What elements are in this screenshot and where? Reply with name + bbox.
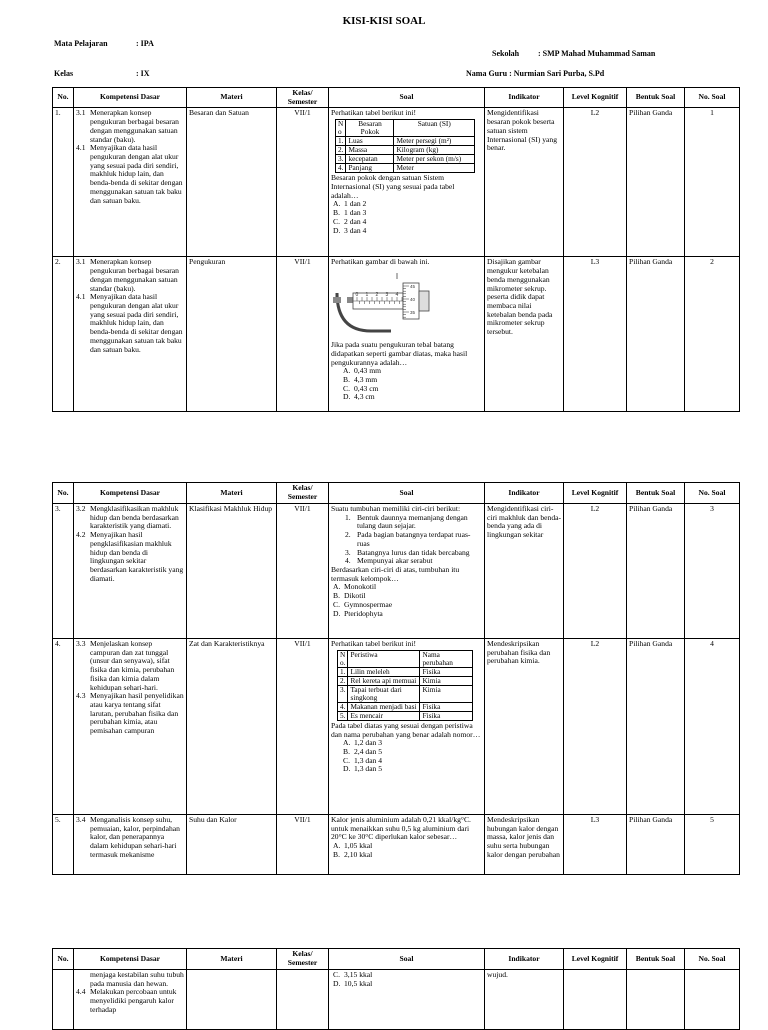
kelas-cell: VII/1 <box>277 504 329 639</box>
kd-item <box>76 109 184 144</box>
inner-cell: Rel kereta api memuai <box>348 676 420 685</box>
header-kelas: Kelas/ Semester <box>277 483 329 504</box>
kd-item <box>76 293 184 354</box>
kd-text: Menerapkan konsep pengukuran berbagai besaran dengan menggunakan satuan standar (baku). <box>90 108 179 144</box>
level-cell: L2 <box>564 639 627 815</box>
inner-cell: 2. <box>336 146 346 155</box>
page-title: KISI-KISI SOAL <box>342 15 426 27</box>
table-row <box>53 504 740 639</box>
level-cell: L2 <box>564 108 627 257</box>
sekolah-value: : SMP Mahad Muhammad Saman <box>538 49 656 58</box>
soal-question: Jika pada suatu pengukuran tebal batang didapatkan seperti gambar diatas, maka hasil pengukurannya adalah… <box>331 340 468 367</box>
trait-item: 2. Pada bagian batangnya terdapat ruas-ruas <box>345 530 471 548</box>
kisi-table-1 <box>52 87 740 412</box>
header-level: Level Kognitif <box>564 949 627 970</box>
header-row <box>53 88 740 108</box>
indikator-cell: Mengidentifikasi ciri-ciri makhluk dan benda-benda yang ada di lingkungan sekitar <box>485 504 564 639</box>
header-nosoal: No. Soal <box>685 88 740 108</box>
option-b: B. 4,3 mm <box>343 375 378 385</box>
header-indikator: Indikator <box>485 88 564 108</box>
inner-cell: Fisika <box>420 702 473 711</box>
kd-cell <box>74 639 187 815</box>
kd-cell <box>74 257 187 412</box>
soal-intro: Suatu tumbuhan memiliki ciri-ciri berikut: <box>331 504 461 513</box>
soal-cell <box>329 504 485 639</box>
inner-row <box>338 676 473 685</box>
table-row <box>53 815 740 875</box>
inner-row <box>338 711 473 720</box>
option-c: C. 0,43 cm <box>343 383 379 393</box>
header-kelas: Kelas/ Semester <box>277 88 329 108</box>
soal-intro: Perhatikan tabel berikut ini! <box>331 639 416 648</box>
option-list <box>331 739 482 774</box>
sleeve-label: 0 <box>355 292 359 299</box>
header-nosoal: No. Soal <box>685 949 740 970</box>
bentuk-cell: Pilihan Ganda <box>627 504 685 639</box>
bentuk-cell <box>627 970 685 1030</box>
row-no: 1. <box>53 108 74 257</box>
inner-cell: Meter <box>394 164 475 173</box>
header-level: Level Kognitif <box>564 483 627 504</box>
inner-cell: 1. <box>338 667 348 676</box>
inner-cell: N o. <box>338 650 348 667</box>
table-row <box>53 108 740 257</box>
bentuk-cell: Pilihan Ganda <box>627 639 685 815</box>
header-level: Level Kognitif <box>564 88 627 108</box>
nosoal-cell: 3 <box>685 504 740 639</box>
inner-cell: Kilogram (kg) <box>394 146 475 155</box>
header-soal: Soal <box>329 949 485 970</box>
kd-item <box>76 531 184 583</box>
option-a: A. 0,43 mm <box>343 366 382 376</box>
inner-cell: Lilin meleleh <box>348 667 420 676</box>
kisi-table-3 <box>52 948 740 1030</box>
header-row <box>53 483 740 504</box>
inner-cell: Kimia <box>420 685 473 702</box>
table-row <box>53 257 740 412</box>
kisi-table-2 <box>52 482 740 875</box>
soal-intro: Perhatikan tabel berikut ini! <box>331 108 416 118</box>
kd-item <box>76 692 184 736</box>
mapel-value: : IPA <box>136 39 154 48</box>
option-b: B. 2,10 kkal <box>333 849 373 859</box>
level-cell: L3 <box>564 815 627 875</box>
kd-number: 3.2 <box>76 504 86 513</box>
kd-text: Menyajikan hasil pengklasifikasian makhluk hidup dan benda di lingkungan sekitar berdasarkan karakteristik yang diamati. <box>90 530 184 583</box>
materi-cell: Besaran dan Satuan <box>187 108 277 257</box>
inner-cell: Besaran Pokok <box>346 120 394 137</box>
option-list <box>331 200 482 235</box>
kd-number: 4.1 <box>76 292 86 302</box>
kd-number: 3.1 <box>76 108 86 118</box>
kd-item <box>76 258 184 293</box>
header-kd: Kompetensi Dasar <box>74 483 187 504</box>
header-nosoal: No. Soal <box>685 483 740 504</box>
kd-cell <box>74 815 187 875</box>
sleeve-label: 2 <box>375 292 379 299</box>
bentuk-cell: Pilihan Ganda <box>627 815 685 875</box>
kd-item <box>76 144 184 205</box>
kd-item <box>76 988 184 1014</box>
materi-cell: Klasifikasi Makhluk Hidup <box>187 504 277 639</box>
table-row <box>53 639 740 815</box>
kd-cell <box>74 108 187 257</box>
thimble-labels <box>410 284 416 315</box>
micrometer-illustration <box>331 269 441 339</box>
materi-cell: Zat dan Karakteristiknya <box>187 639 277 815</box>
inner-cell: Satuan (SI) <box>394 120 475 137</box>
micrometer-anvil <box>333 297 341 303</box>
option-c: C. 1,3 dan 4 <box>343 755 383 765</box>
header-kd: Kompetensi Dasar <box>74 949 187 970</box>
row-no: 5. <box>53 815 74 875</box>
materi-cell <box>187 970 277 1030</box>
header-soal: Soal <box>329 88 485 108</box>
option-d: D. Pteridophyta <box>333 608 383 618</box>
header-bentuk: Bentuk Soal <box>627 949 685 970</box>
indikator-cell: Mengidentifikasi besaran pokok beserta satuan sistem Internasional (SI) yang benar. <box>485 108 564 257</box>
kd-item <box>76 640 184 692</box>
sleeve-label: 1 <box>365 292 369 299</box>
soal-cell <box>329 815 485 875</box>
nosoal-cell <box>685 970 740 1030</box>
kelas-value: : IX <box>136 69 150 78</box>
kd-text: Menjelaskan konsep campuran dan zat tunggal (unsur dan senyawa), sifat fisika dan kimia, perubahan fisika dan kimia dalam kehidupan sehari-hari. <box>90 639 175 692</box>
indikator-cell: wujud. <box>485 970 564 1030</box>
sleeve-label: 3 <box>385 292 389 299</box>
header-materi: Materi <box>187 949 277 970</box>
inner-cell: Kimia <box>420 676 473 685</box>
inner-cell: Panjang <box>346 164 394 173</box>
kd-number: 4.3 <box>76 691 86 701</box>
soal-intro: Perhatikan gambar di bawah ini. <box>331 257 430 267</box>
nosoal-cell: 4 <box>685 639 740 815</box>
inner-cell: 2. <box>338 676 348 685</box>
option-d: D. 1,3 dan 5 <box>343 764 383 774</box>
micrometer-ratchet <box>419 291 429 311</box>
table-row <box>53 970 740 1030</box>
option-c: C. 2 dan 4 <box>333 216 367 226</box>
kd-text: Mengklasifikasikan makhluk hidup dan benda berdasarkan karakteristik yang diamati. <box>90 504 179 531</box>
soal-cell <box>329 257 485 412</box>
soal-question: Berdasarkan ciri-ciri di atas, tumbuhan itu termasuk kelompok… <box>331 565 460 583</box>
header-soal: Soal <box>329 483 485 504</box>
header-no: No. <box>53 88 74 108</box>
kd-cell <box>74 970 187 1030</box>
soal-cell <box>329 639 485 815</box>
trait-item: 4. Mempunyai akar serabut <box>345 556 433 566</box>
kd-continuation: menjaga kestabilan suhu tubuh pada manusia dan hewan. <box>90 970 184 988</box>
indikator-cell: Mendeskripsikan perubahan fisika dan perubahan kimia. <box>485 639 564 815</box>
kelas-cell <box>277 970 329 1030</box>
inner-cell: kecepatan <box>346 155 394 164</box>
thimble-label: 40 <box>410 297 416 303</box>
header-bentuk: Bentuk Soal <box>627 483 685 504</box>
inner-cell: 5. <box>338 711 348 720</box>
kd-text: Menganalisis konsep suhu, pemuaian, kalor, perpindahan kalor, dan penerapannya dalam kehidupan sehari-hari termasuk mekanisme <box>90 815 180 859</box>
thimble-label: 35 <box>410 310 416 316</box>
kd-text: Menyajikan data hasil pengukuran dengan alat ukur yang sesuai pada diri sendiri, makhluk hidup lain, dan benda-benda di sekitar dengan menggunakan satuan tak baku dan satuan baku. <box>90 292 183 354</box>
inner-cell: Fisika <box>420 667 473 676</box>
trait-item: 1. Bentuk daunnya memanjang dengan tulang daun sejajar. <box>345 512 468 531</box>
inner-row <box>336 164 475 173</box>
nosoal-cell: 2 <box>685 257 740 412</box>
header-no: No. <box>53 949 74 970</box>
nosoal-cell: 1 <box>685 108 740 257</box>
inner-cell: Tapai terbuat dari singkong <box>348 685 420 702</box>
header-bentuk: Bentuk Soal <box>627 88 685 108</box>
peristiwa-table <box>337 650 473 721</box>
option-b: B. 2,4 dan 5 <box>343 747 383 756</box>
option-a: A. 1,05 kkal <box>333 841 373 851</box>
kd-item <box>76 505 184 531</box>
level-cell: L3 <box>564 257 627 412</box>
option-c: C. 3,15 kkal <box>333 970 373 979</box>
inner-cell: Peristiwa <box>348 650 420 667</box>
micrometer-spindle <box>347 297 353 303</box>
trait-item: 3. Batangnya lurus dan tidak bercabang <box>345 547 470 557</box>
kd-cell <box>74 504 187 639</box>
header-indikator: Indikator <box>485 949 564 970</box>
kd-number: 4.1 <box>76 143 86 153</box>
trait-list <box>331 514 482 566</box>
kelas-cell: VII/1 <box>277 257 329 412</box>
option-list <box>331 842 482 859</box>
header-indikator: Indikator <box>485 483 564 504</box>
level-cell: L2 <box>564 504 627 639</box>
inner-cell: Es mencair <box>348 711 420 720</box>
option-list <box>331 971 482 988</box>
inner-cell: Massa <box>346 146 394 155</box>
inner-cell: Meter persegi (m²) <box>394 137 475 146</box>
option-c: C. Gymnospermae <box>333 599 393 609</box>
kd-number: 4.2 <box>76 530 86 540</box>
kd-number: 3.3 <box>76 639 86 648</box>
row-no: 4. <box>53 639 74 815</box>
sleeve-label: 4 <box>395 292 399 299</box>
indikator-cell: Disajikan gambar mengukur ketebalan benda menggunakan mikrometer sekrup. peserta didik dapat membaca nilai ketebalan benda pada mikrometer sekrup tersebut. <box>485 257 564 412</box>
materi-cell: Pengukuran <box>187 257 277 412</box>
inner-cell: 4. <box>336 164 346 173</box>
option-b: B. Dikotil <box>333 591 366 601</box>
soal-cell <box>329 108 485 257</box>
option-a: A. 1,2 dan 3 <box>343 738 383 748</box>
header-kd: Kompetensi Dasar <box>74 88 187 108</box>
level-cell <box>564 970 627 1030</box>
kd-number: 3.4 <box>76 815 86 824</box>
mapel-label: Mata Pelajaran <box>54 39 108 48</box>
kd-number: 3.1 <box>76 257 86 267</box>
option-d: D. 10,5 kkal <box>333 978 373 988</box>
kd-number: 4.4 <box>76 987 86 997</box>
inner-row <box>338 702 473 711</box>
inner-cell: 3. <box>336 155 346 164</box>
inner-cell: 3. <box>338 685 348 702</box>
option-a: A. Monokotil <box>333 582 377 592</box>
thimble-label: 45 <box>410 284 416 290</box>
besaran-table <box>335 119 475 173</box>
inner-row <box>336 120 475 137</box>
header-materi: Materi <box>187 88 277 108</box>
header-row <box>53 949 740 970</box>
materi-cell: Suhu dan Kalor <box>187 815 277 875</box>
option-a: A. 1 dan 2 <box>333 199 367 209</box>
soal-question: Besaran pokok dengan satuan Sistem Internasional (SI) yang sesuai pada tabel adalah… <box>331 173 455 200</box>
soal-question: Kalor jenis aluminium adalah 0,21 kkal/kg°C. untuk menaikkan suhu 0,5 kg aluminium dari 20°C ke 30°C diperlukan kalor sebesar… <box>331 815 471 842</box>
kelas-label: Kelas <box>54 69 74 78</box>
inner-cell: 4. <box>338 702 348 711</box>
header-no: No. <box>53 483 74 504</box>
row-no <box>53 970 74 1030</box>
row-no: 3. <box>53 504 74 639</box>
inner-cell: 1. <box>336 137 346 146</box>
indikator-cell: Mendeskripsikan hubungan kalor dengan massa, kalor jenis dan suhu serta hubungan kalor dengan perubahan <box>485 815 564 875</box>
guru-name: Nama Guru : Nurmian Sari Purba, S.Pd <box>466 69 605 78</box>
kd-text: Menyajikan data hasil pengukuran dengan alat ukur yang sesuai pada diri sendiri, makhluk hidup lain, dan benda-benda di sekitar dengan menggunakan satuan tak baku dan satuan baku. <box>90 143 183 205</box>
option-b: B. 1 dan 3 <box>333 208 367 218</box>
soal-question: Pada tabel diatas yang sesuai dengan peristiwa dan nama perubahan yang benar adalah nomor… <box>331 720 481 739</box>
inner-cell: Luas <box>346 137 394 146</box>
inner-row <box>338 667 473 676</box>
kd-text: Melakukan percobaan untuk menyelidiki pengaruh kalor terhadap <box>90 987 177 1014</box>
inner-cell: Makanan menjadi basi <box>348 702 420 711</box>
inner-cell: Fisika <box>420 711 473 720</box>
bentuk-cell: Pilihan Ganda <box>627 257 685 412</box>
option-d: D. 3 dan 4 <box>333 225 367 235</box>
row-no: 2. <box>53 257 74 412</box>
bentuk-cell: Pilihan Ganda <box>627 108 685 257</box>
inner-row <box>338 650 473 667</box>
header-kelas: Kelas/ Semester <box>277 949 329 970</box>
option-d: D. 4,3 cm <box>343 392 375 402</box>
inner-cell: N o <box>336 120 346 137</box>
kd-text: Menerapkan konsep pengukuran berbagai besaran dengan menggunakan satuan standar (baku). <box>90 257 179 293</box>
inner-row <box>338 685 473 702</box>
option-list <box>331 583 482 618</box>
kd-item <box>76 816 184 860</box>
inner-cell: Meter per sekon (m/s) <box>394 155 475 164</box>
inner-cell: Nama perubahan <box>420 650 473 667</box>
soal-cell <box>329 970 485 1030</box>
kelas-cell: VII/1 <box>277 815 329 875</box>
kelas-cell: VII/1 <box>277 108 329 257</box>
header-materi: Materi <box>187 483 277 504</box>
kd-text: Menyajikan hasil penyelidikan atau karya tentang sifat larutan, perubahan fisika dan perubahan kimia, atau pemisahan campuran <box>90 691 184 736</box>
option-list <box>331 367 482 402</box>
kelas-cell: VII/1 <box>277 639 329 815</box>
nosoal-cell: 5 <box>685 815 740 875</box>
sekolah-label: Sekolah <box>492 49 520 58</box>
